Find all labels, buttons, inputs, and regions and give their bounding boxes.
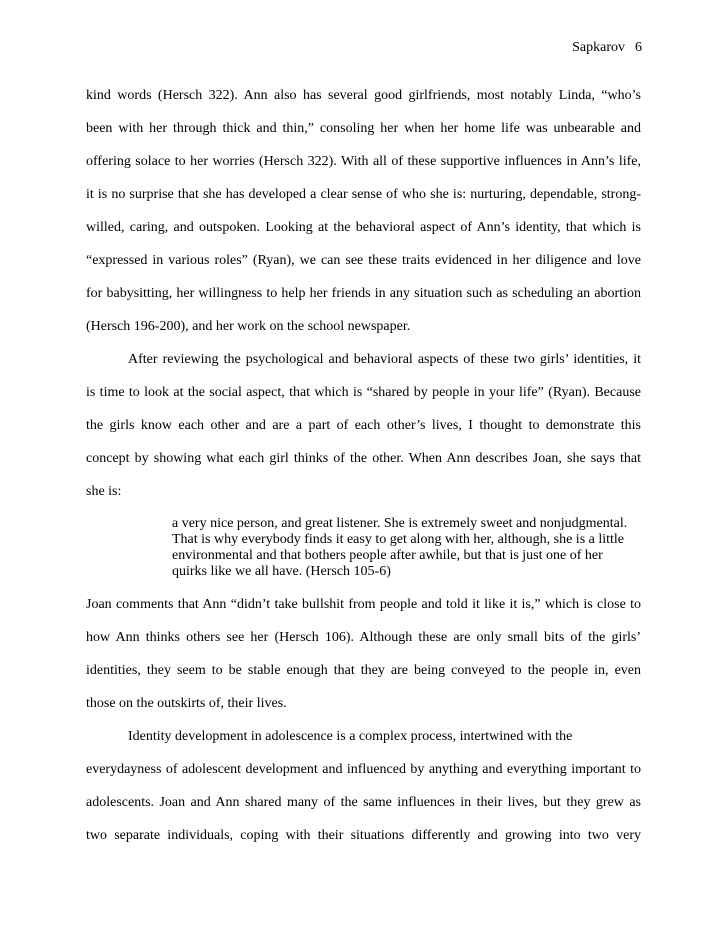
body-line: willed, caring, and outspoken. Looking at the behavioral aspect of Ann’s identity, that which is: [86, 220, 641, 235]
running-header: [572, 40, 642, 56]
body-line: for babysitting, her willingness to help her friends in any situation such as scheduling an abortion: [86, 286, 641, 301]
body-line: (Hersch 196-200), and her work on the school newspaper.: [86, 319, 411, 334]
body-line: concept by showing what each girl thinks of the other. When Ann describes Joan, she says that: [86, 451, 641, 466]
paragraph-first-line: Identity development in adolescence is a complex process, intertwined with the: [128, 729, 573, 744]
body-line: “expressed in various roles” (Ryan), we can see these traits evidenced in her diligence and love: [86, 253, 641, 268]
block-quote-line: a very nice person, and great listener. She is extremely sweet and nonjudgmental.: [172, 516, 628, 531]
body-line: everydayness of adolescent development and influenced by anything and everything important to: [86, 762, 641, 777]
header-author: Sapkarov: [572, 40, 625, 55]
body-line: offering solace to her worries (Hersch 322). With all of these supportive influences in Ann’s life,: [86, 154, 641, 169]
block-quote-line: That is why everybody finds it easy to get along with her, although, she is a little: [172, 532, 625, 547]
body-line: she is:: [86, 484, 122, 499]
body-line: identities, they seem to be stable enough that they are being conveyed to the people in, even: [86, 663, 641, 678]
block-quote-line: quirks like we all have. (Hersch 105-6): [172, 564, 391, 579]
body-line: how Ann thinks others see her (Hersch 106). Although these are only small bits of the girls’: [86, 630, 641, 645]
body-line: the girls know each other and are a part of each other’s lives, I thought to demonstrate this: [86, 418, 641, 433]
page-number: 6: [635, 40, 642, 55]
body-line: two separate individuals, coping with their situations differently and growing into two very: [86, 828, 641, 843]
body-line: been with her through thick and thin,” consoling her when her home life was unbearable and: [86, 121, 641, 136]
body-line: Joan comments that Ann “didn’t take bullshit from people and told it like it is,” which is close to: [86, 597, 641, 612]
paragraph-first-line: After reviewing the psychological and behavioral aspects of these two girls’ identities, it: [128, 352, 641, 367]
block-quote-line: environmental and that bothers people after awhile, but that is just one of her: [172, 548, 603, 563]
body-line: kind words (Hersch 322). Ann also has several good girlfriends, most notably Linda, “who’s: [86, 88, 641, 103]
body-line: those on the outskirts of, their lives.: [86, 696, 287, 711]
body-line: is time to look at the social aspect, that which is “shared by people in your life” (Ryan). Because: [86, 385, 641, 400]
body-line: adolescents. Joan and Ann shared many of the same influences in their lives, but they grew as: [86, 795, 641, 810]
body-line: it is no surprise that she has developed a clear sense of who she is: nurturing, dependable, strong-: [86, 187, 641, 202]
